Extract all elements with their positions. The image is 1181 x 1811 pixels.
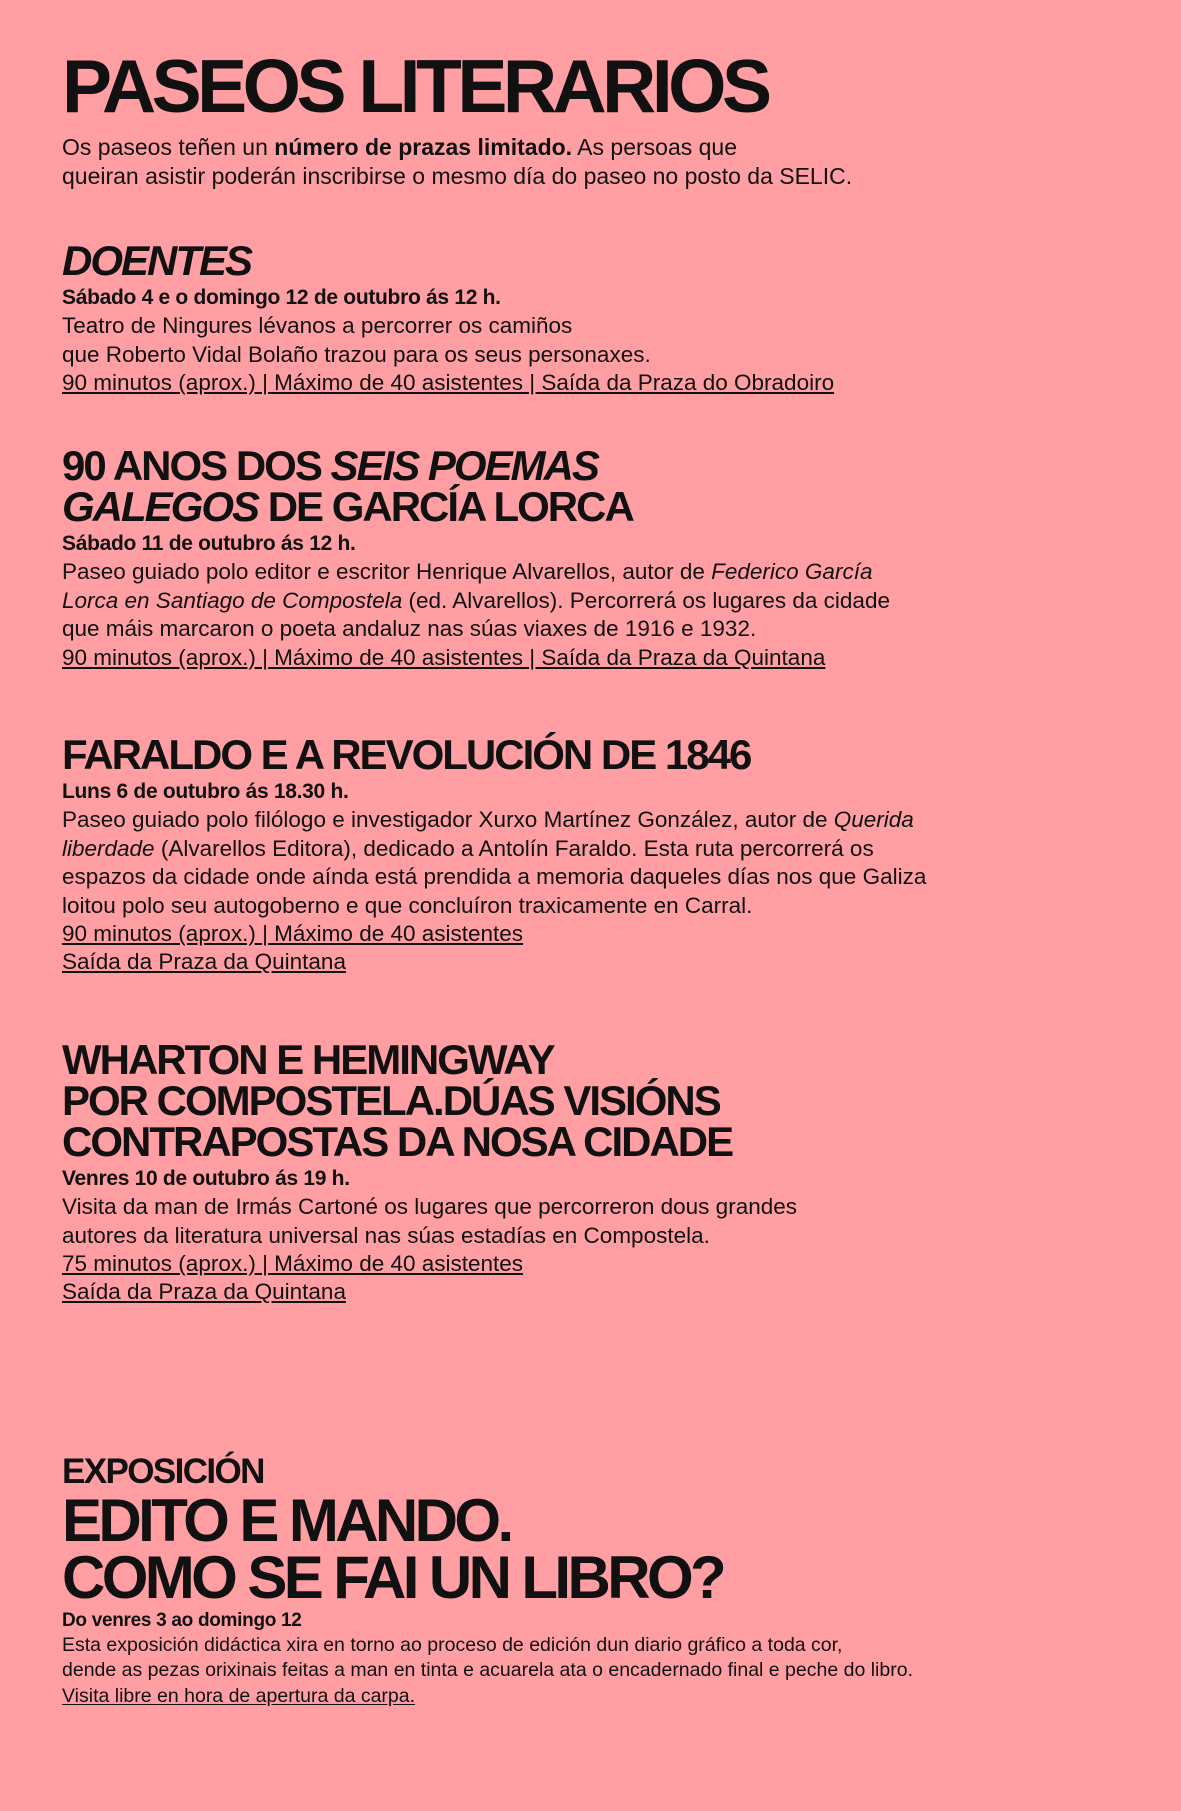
event-meta — [62, 1250, 1102, 1306]
intro-text-line2: queiran asistir poderán inscribirse o mesmo día do paseo no posto da SELIC. — [62, 163, 853, 189]
exhibition-title-line: COMO SE FAI UN LIBRO? — [62, 1544, 724, 1611]
event-meta-link[interactable]: 90 minutos (aprox.) | Máximo de 40 asistentes | Saída da Praza da Quintana — [62, 644, 826, 670]
event-description — [62, 1193, 1102, 1250]
intro-text — [62, 133, 1062, 191]
desc-plain: Paseo guiado polo filólogo e investigador Xurxo Martínez González, autor de — [62, 807, 834, 832]
event-title-line: POR COMPOSTELA.DÚAS VISIÓNS — [62, 1077, 720, 1124]
event-meta-link[interactable]: 90 minutos (aprox.) | Máximo de 40 asistentes — [62, 921, 524, 946]
exhibition-section — [62, 1452, 1122, 1709]
intro-text-bold: número de prazas limitado. — [274, 134, 573, 160]
event-title: FARALDO E A REVOLUCIÓN DE 1846 — [62, 731, 751, 778]
desc-line: Visita da man de Irmás Cartoné os lugares que percorreron dous grandes — [62, 1194, 797, 1219]
desc-italic: liberdade — [62, 835, 155, 861]
event-wharton-hemingway — [62, 1036, 1102, 1306]
title-plain: DE GARCÍA LORCA — [258, 483, 633, 530]
event-date: Venres 10 de outubro ás 19 h. — [62, 1167, 350, 1190]
desc-line: espazos da cidade onde aínda está prendida a memoria daqueles días nos que Galiza — [62, 864, 927, 889]
exhibition-date: Do venres 3 ao domingo 12 — [62, 1610, 302, 1631]
event-meta-link[interactable]: 90 minutos (aprox.) | Máximo de 40 asistentes | Saída da Praza do Obradoiro — [62, 370, 835, 395]
event-title-line — [62, 483, 1102, 530]
event-meta-link[interactable]: Saída da Praza da Quintana — [62, 949, 346, 974]
desc-line: Teatro de Ningures lévanos a percorrer os camiños — [62, 313, 573, 338]
desc-italic: Lorca en Santiago de Compostela — [62, 587, 403, 613]
title-italic: SEIS POEMAS — [330, 442, 598, 489]
event-description — [62, 558, 1102, 644]
exhibition-title — [62, 1487, 1122, 1611]
event-title — [62, 237, 1102, 284]
event-title — [62, 442, 1102, 530]
event-title-line: WHARTON E HEMINGWAY — [62, 1036, 554, 1083]
desc-line: Esta exposición didáctica xira en torno ao proceso de edición dun diario gráfico a toda cor, — [62, 1634, 843, 1656]
exhibition-meta — [62, 1683, 1122, 1709]
event-meta — [62, 644, 1102, 672]
title-italic: GALEGOS — [62, 483, 259, 530]
desc-line: que máis marcaron o poeta andaluz nas súas viaxes de 1916 e 1932. — [62, 616, 757, 641]
event-title-line — [62, 442, 1102, 489]
desc-line: dende as pezas orixinais feitas a man en tinta e acuarela ata o encadernado final e peche do libro. — [62, 1659, 913, 1681]
event-date: Sábado 11 de outubro ás 12 h. — [62, 532, 356, 555]
desc-italic: Querida — [833, 807, 914, 832]
exhibition-title-line: EDITO E MANDO. — [62, 1487, 511, 1554]
desc-plain: (ed. Alvarellos). Percorrerá os lugares da cidade — [402, 587, 890, 613]
event-title-line: CONTRAPOSTAS DA NOSA CIDADE — [62, 1118, 733, 1165]
exhibition-kicker: EXPOSICIÓN — [62, 1452, 264, 1491]
exhibition-description — [62, 1633, 1122, 1683]
event-faraldo — [62, 731, 1102, 976]
desc-plain: Paseo guiado polo editor e escritor Henrique Alvarellos, autor de — [62, 559, 712, 584]
event-date: Sábado 4 e o domingo 12 de outubro ás 12 h. — [62, 286, 501, 309]
desc-plain: (Alvarellos Editora), dedicado a Antolín Faraldo. Esta ruta percorrerá os — [154, 835, 874, 861]
title-plain: 90 ANOS DOS — [62, 442, 331, 489]
desc-italic: Federico García — [711, 559, 873, 584]
event-meta-link[interactable]: 75 minutos (aprox.) | Máximo de 40 asistentes — [62, 1251, 524, 1276]
desc-line: loitou polo seu autogoberno e que concluíron traxicamente en Carral. — [62, 892, 753, 918]
event-date: Luns 6 de outubro ás 18.30 h. — [62, 780, 349, 803]
desc-line: que Roberto Vidal Bolaño trazou para os seus personaxes. — [62, 341, 651, 367]
desc-line: autores da literatura universal nas súas estadías en Compostela. — [62, 1222, 710, 1248]
event-description — [62, 806, 1102, 920]
page-title: PASEOS LITERARIOS — [62, 44, 768, 128]
intro-text-end: As persoas que — [572, 134, 738, 160]
event-meta — [62, 920, 1102, 976]
event-doentes — [62, 237, 1102, 397]
event-description — [62, 312, 1102, 369]
event-meta — [62, 369, 1102, 397]
intro-text-start: Os paseos teñen un — [62, 134, 275, 160]
exhibition-meta-link[interactable]: Visita libre en hora de apertura da carpa. — [62, 1685, 416, 1707]
event-lorca — [62, 442, 1102, 672]
event-meta-link[interactable]: Saída da Praza da Quintana — [62, 1279, 346, 1304]
event-title-italic: DOENTES — [62, 237, 252, 284]
event-title — [62, 1036, 1102, 1165]
